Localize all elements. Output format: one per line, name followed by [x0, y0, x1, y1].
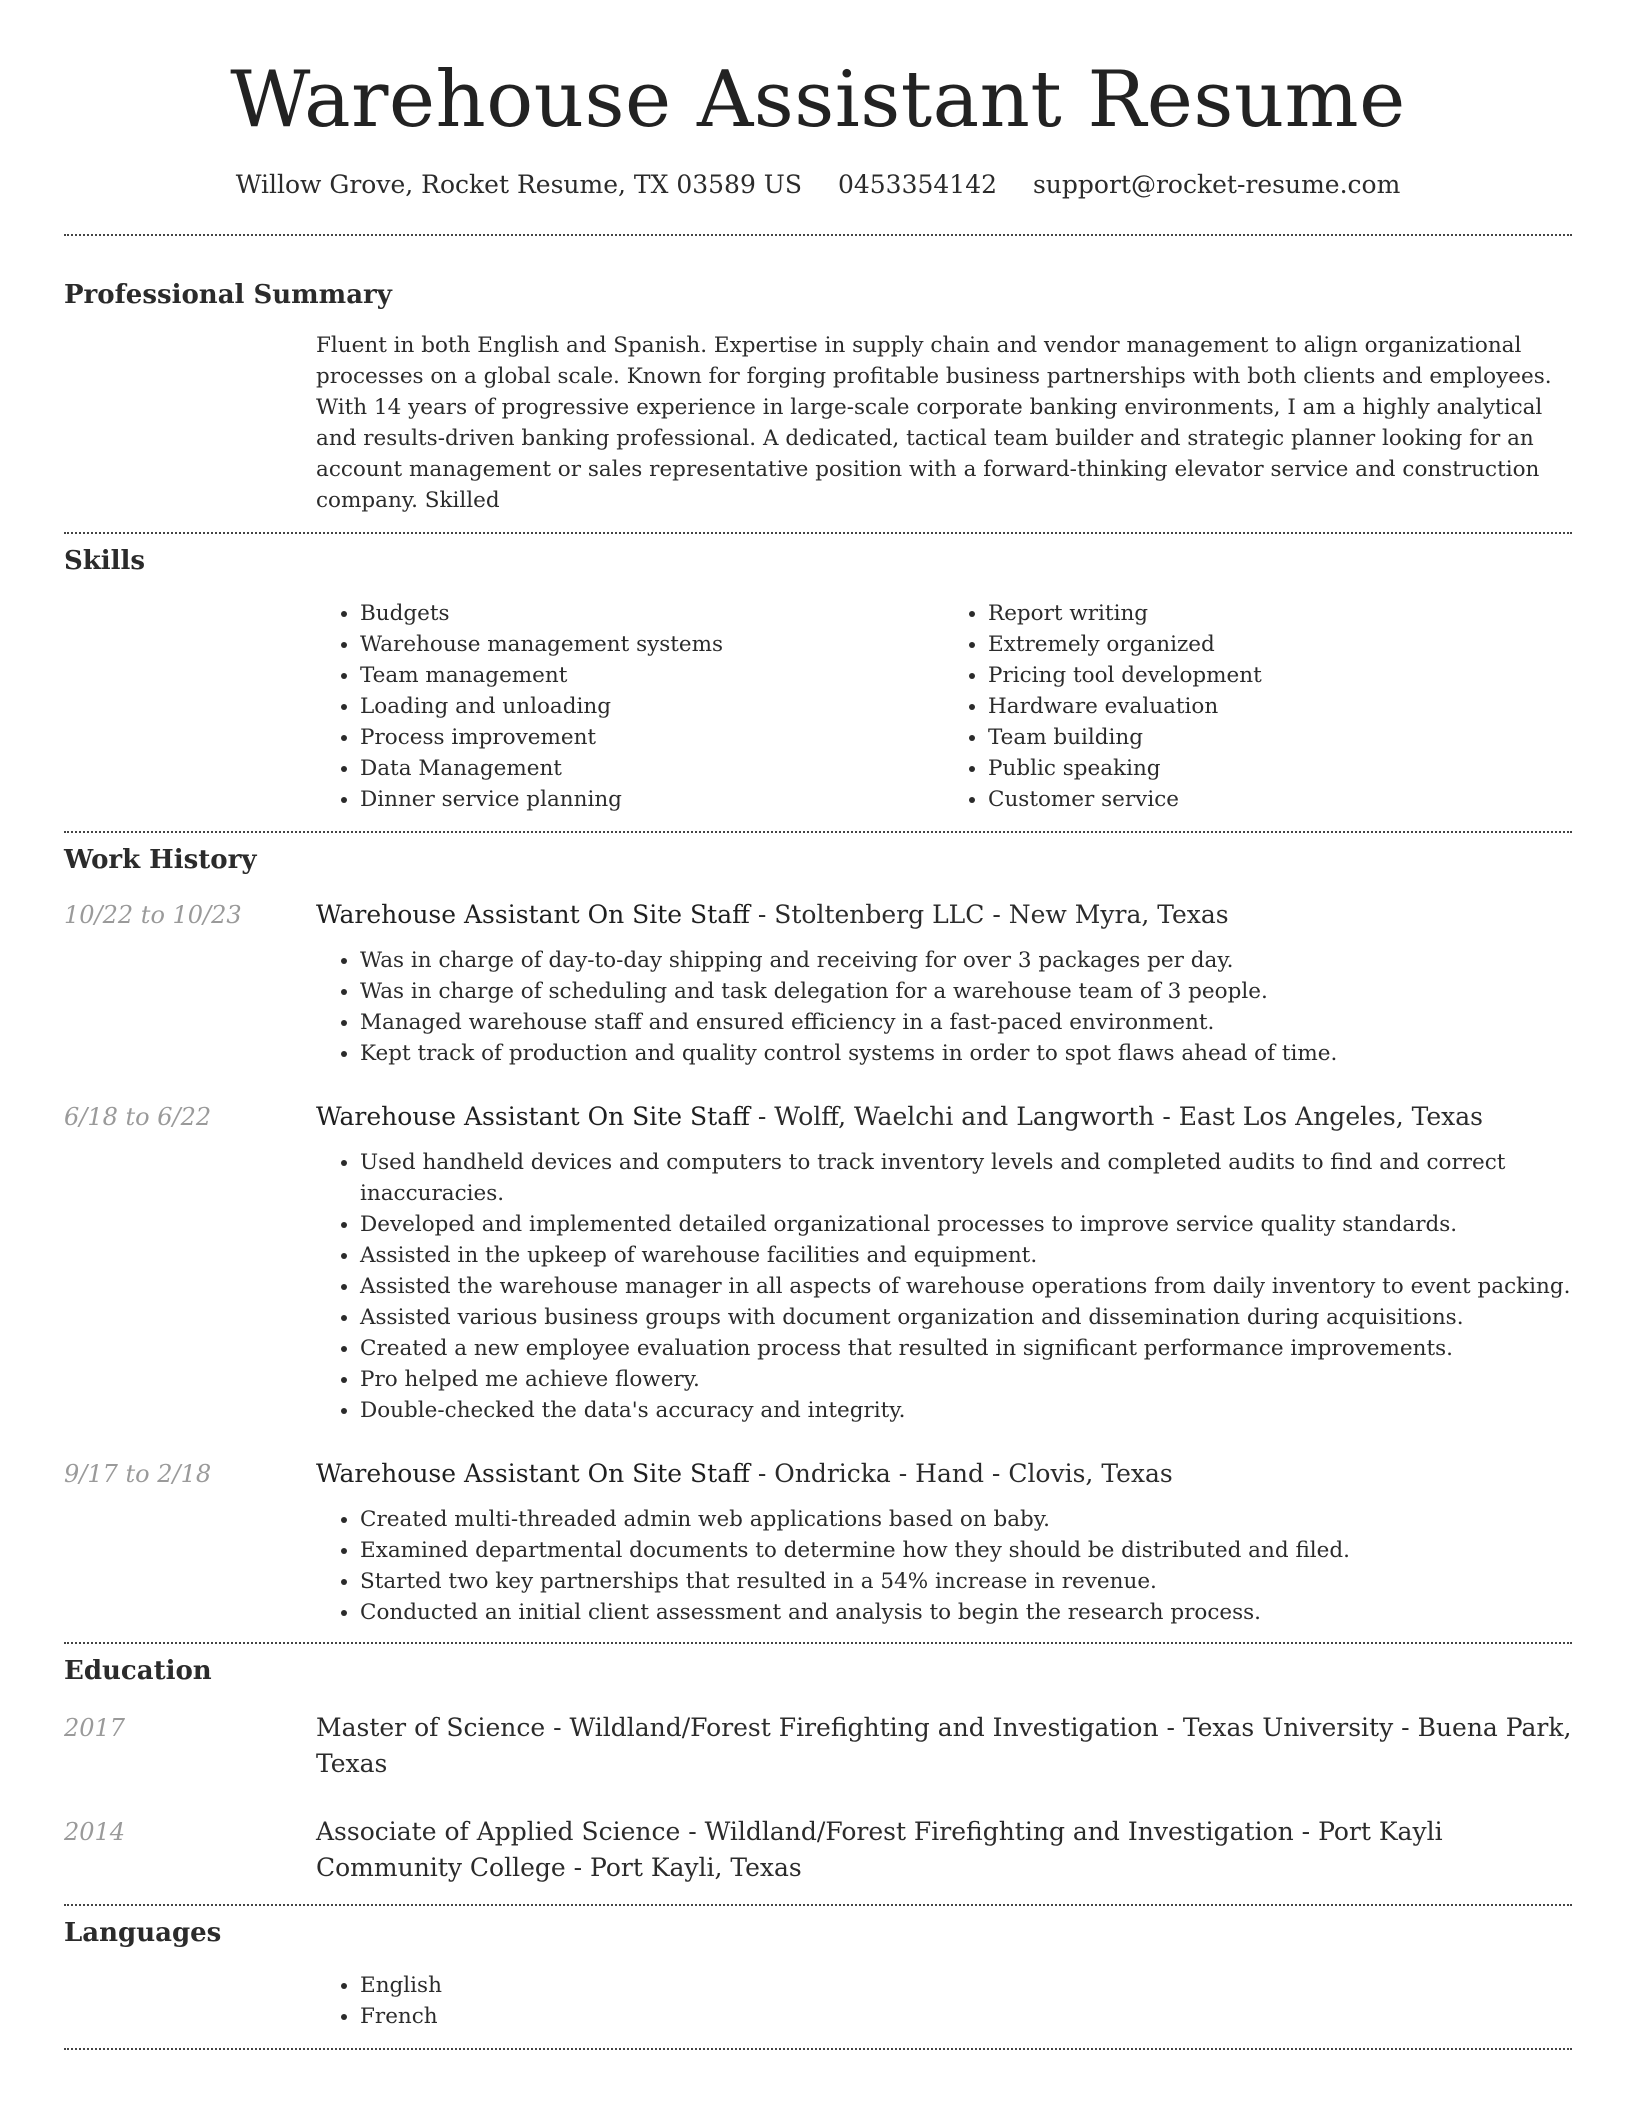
education-entry	[64, 1710, 1580, 1782]
job-date: 9/17 to 2/18	[64, 1460, 212, 1488]
education-details: - Port Kayli Community College - Port Kayli, Texas	[316, 1817, 1451, 1882]
education-details: - Texas University - Buena Park, Texas	[316, 1713, 1580, 1778]
job-bullet: • Examined departmental documents to determine how they should be distributed and filed.	[360, 1535, 1572, 1566]
education-heading	[316, 1710, 1580, 1782]
contact-email: support@rocket-resume.com	[1032, 170, 1401, 199]
skills-list-right	[944, 598, 1572, 815]
job-role: Warehouse Assistant On Site Staff	[316, 900, 750, 929]
education-entry	[64, 1814, 1572, 1886]
job-bullet: • Assisted various business groups with document organization and dissemination during acquisitions.	[360, 1302, 1572, 1333]
skill-item: • Public speaking	[988, 753, 1572, 784]
section-title-work: Work History	[64, 845, 257, 875]
skills-list-left	[316, 598, 944, 815]
resume-page	[64, 0, 1580, 2050]
education-degree: Master of Science - Wildland/Forest Firefighting and Investigation	[316, 1713, 1159, 1742]
education-year: 2017	[64, 1714, 126, 1742]
education-year: 2014	[64, 1818, 126, 1846]
skill-item: • Loading and unloading	[360, 691, 944, 722]
languages-section	[64, 1906, 1572, 2032]
education-heading	[316, 1814, 1572, 1886]
skills-grid	[316, 598, 1572, 815]
languages-list	[316, 1970, 1572, 2032]
job-bullets	[316, 1504, 1572, 1628]
job-separator: -	[749, 1459, 775, 1488]
job-bullet: • Developed and implemented detailed organizational processes to improve service quality standards.	[360, 1209, 1572, 1240]
summary-text: Fluent in both English and Spanish. Expertise in supply chain and vendor management to align organizational processes on a global scale. Known for forging profitable business partnerships with both clients and employees. With 14 years of progressive experience in large-scale corporate banking environments, I am a highly analytical and results-driven banking professional. A dedicated, tactical team builder and strategic planner looking for an account management or sales representative position with a forward-thinking elevator service and construction company. Skilled	[316, 333, 1552, 513]
job-company: Stoltenberg LLC - New Myra, Texas	[774, 900, 1229, 929]
job-company: Ondricka - Hand - Clovis, Texas	[774, 1459, 1173, 1488]
job-heading	[316, 897, 1572, 933]
skill-item: • Hardware evaluation	[988, 691, 1572, 722]
skill-item: • Report writing	[988, 598, 1572, 629]
skill-item: • Dinner service planning	[360, 784, 944, 815]
job-bullet: • Assisted the warehouse manager in all aspects of warehouse operations from daily inventory to event packing.	[360, 1271, 1572, 1302]
job-role: Warehouse Assistant On Site Staff	[316, 1102, 750, 1131]
skill-item: • Team building	[988, 722, 1572, 753]
section-title-skills: Skills	[64, 546, 146, 576]
job-bullets	[316, 945, 1572, 1069]
job-bullet: • Created multi-threaded admin web applications based on baby.	[360, 1504, 1572, 1535]
skill-item: • Data Management	[360, 753, 944, 784]
job-date: 6/18 to 6/22	[64, 1103, 212, 1131]
section-title-summary: Professional Summary	[64, 280, 392, 310]
job-bullet: • Was in charge of day-to-day shipping and receiving for over 3 packages per day.	[360, 945, 1572, 976]
skill-item: • Warehouse management systems	[360, 629, 944, 660]
job-heading	[316, 1456, 1572, 1492]
job-bullets	[316, 1147, 1572, 1426]
skill-item: • Budgets	[360, 598, 944, 629]
resume-title: Warehouse Assistant Resume	[230, 55, 1406, 145]
language-item: • English	[360, 1970, 1572, 2001]
job-bullet: • Assisted in the upkeep of warehouse facilities and equipment.	[360, 1240, 1572, 1271]
job-bullet: • Double-checked the data's accuracy and integrity.	[360, 1395, 1572, 1426]
education-section	[64, 1644, 1580, 1886]
job-heading	[316, 1099, 1572, 1135]
job-bullet: • Was in charge of scheduling and task delegation for a warehouse team of 3 people.	[360, 976, 1572, 1007]
job-bullet: • Managed warehouse staff and ensured efficiency in a fast-paced environment.	[360, 1007, 1572, 1038]
job-separator: -	[749, 1102, 775, 1131]
job-bullet: • Conducted an initial client assessment and analysis to begin the research process.	[360, 1597, 1572, 1628]
work-section	[64, 833, 1572, 1628]
job-separator: -	[749, 900, 775, 929]
job-role: Warehouse Assistant On Site Staff	[316, 1459, 750, 1488]
contact-line	[64, 168, 1572, 202]
education-degree: Associate of Applied Science - Wildland/Forest Firefighting and Investigation	[316, 1817, 1294, 1846]
job-bullet: • Pro helped me achieve flowery.	[360, 1364, 1572, 1395]
job-entry	[64, 1456, 1572, 1628]
job-date: 10/22 to 10/23	[64, 901, 242, 929]
section-title-education: Education	[64, 1656, 212, 1686]
skill-item: • Pricing tool development	[988, 660, 1572, 691]
job-company: Wolff, Waelchi and Langworth - East Los Angeles, Texas	[774, 1102, 1483, 1131]
skills-section	[64, 534, 1572, 815]
job-entry	[64, 1099, 1572, 1426]
summary-section	[64, 236, 1572, 516]
job-bullet: • Kept track of production and quality control systems in order to spot flaws ahead of time.	[360, 1038, 1572, 1069]
job-bullet: • Started two key partnerships that resulted in a 54% increase in revenue.	[360, 1566, 1572, 1597]
skill-item: • Extremely organized	[988, 629, 1572, 660]
job-bullet: • Created a new employee evaluation process that resulted in significant performance improvements.	[360, 1333, 1572, 1364]
divider	[64, 2048, 1572, 2050]
language-item: • French	[360, 2001, 1572, 2032]
contact-address: Willow Grove, Rocket Resume, TX 03589 US	[235, 170, 802, 199]
skill-item: • Customer service	[988, 784, 1572, 815]
contact-phone: 0453354142	[837, 170, 998, 199]
job-bullet: • Used handheld devices and computers to track inventory levels and completed audits to find and correct inaccuracies.	[360, 1147, 1572, 1209]
skill-item: • Process improvement	[360, 722, 944, 753]
skill-item: • Team management	[360, 660, 944, 691]
section-title-languages: Languages	[64, 1918, 222, 1948]
job-entry	[64, 897, 1572, 1069]
